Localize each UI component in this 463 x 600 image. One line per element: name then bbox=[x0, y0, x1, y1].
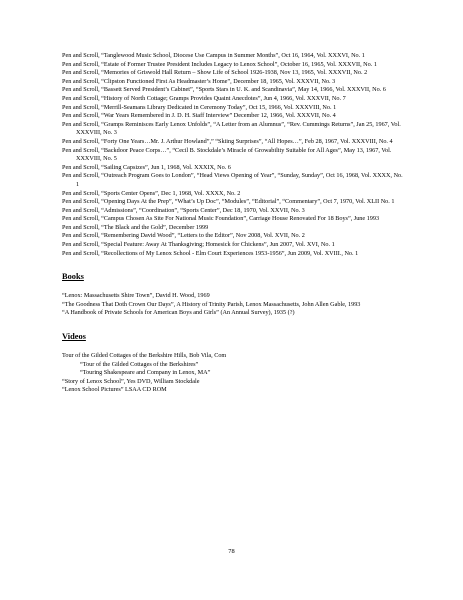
videos-heading: Videos bbox=[62, 332, 86, 342]
list-item: Pen and Scroll, “Estate of Former Trustee President Includes Legacy to Lenox School”, October 16, 1965, Vol. XXXVII, No. 1 bbox=[62, 60, 377, 68]
list-item: Pen and Scroll, “Remembering David Wood”, “Letters to the Editor”, Nov 2008, Vol. XVII, No. 2 bbox=[62, 232, 305, 240]
list-item: Pen and Scroll, “The Black and the Gold”, December 1999 bbox=[62, 223, 209, 231]
page-number: 78 bbox=[228, 548, 235, 555]
list-item: Pen and Scroll, “Campus Chosen As Site For National Music Foundation”, Carriage House Renovated For 18 Boys”, June 1993 bbox=[62, 215, 380, 223]
list-item: Pen and Scroll, “Opening Days At the Prep”, “What’s Up Doc”, “Modules”, “Editorial”, “Commentary”, Oct 7, 1970, Vol. XLII No. 1 bbox=[62, 198, 395, 206]
list-item: Tour of the Gilded Cottages of the Berkshire Hills, Bob Vila, Com bbox=[62, 352, 227, 360]
list-item: Pen and Scroll, “Special Feature: Away At Thanksgiving; Homesick for Chickens”, Jun 2007, Vol. XVI, No. 1 bbox=[62, 241, 335, 249]
pen-and-scroll-list bbox=[62, 52, 407, 258]
list-item: Pen and Scroll, “Forty One Years…Mr. J. Arthur Howland”,” “Skiing Surprises”, “All Hopes…”, Feb 28, 1967, Vol. XXXVIII, No. 4 bbox=[62, 137, 393, 145]
list-item: Pen and Scroll, “Admissions”, “Coordination”, “Sports Center”, Dec 18, 1970, Vol. XXVII, No. 3 bbox=[62, 206, 305, 214]
list-item: “Lenox: Massachusetts Shire Town”, David H. Wood, 1969 bbox=[62, 292, 210, 300]
list-sub-item: “Tour of the Gilded Cottages of the Berkshires” bbox=[80, 360, 199, 368]
list-item: Pen and Scroll, “Clipston Functioned First As Headmaster’s Home”, December 18, 1965, Vol. XXXVII, No. 3 bbox=[62, 77, 336, 85]
bibliography-content bbox=[62, 52, 407, 395]
list-item: Pen and Scroll, “Memories of Griswold Hall Return – Show Life of School 1926-1938, Nov 13, 1965, Vol. XXXVII, No. 2 bbox=[62, 69, 368, 77]
list-item: Pen and Scroll, “History of North Cottage; Gramps Provides Quaint Anecdotes”, Jun 4, 1966, Vol. XXXVII, No. 7 bbox=[62, 94, 346, 102]
list-item: “Story of Lenox School”, Yes DVD, William Stockdale bbox=[62, 377, 200, 385]
list-sub-item: “Touring Shakespeare and Company in Lenox, MA” bbox=[80, 369, 211, 377]
list-item: Pen and Scroll, “Merrill-Seamans Library Dedicated in Ceremony Today”, Oct 15, 1966, Vol. XXXVIII, No. 1 bbox=[62, 103, 337, 111]
list-item: Pen and Scroll, “Gramps Reminisces Early Lenox Unfolds”, “A Letter from an Alumnus”, “Rev. Cummings Returns”, Jan 25, 1967, Vol. XXXVIII, No. 3 bbox=[62, 120, 401, 137]
list-item: Pen and Scroll, “Bassett Served President’s Cabinet”, “Sports Stars in U. K. and Scandinavia”, May 14, 1966, Vol. XXXVII, No. 6 bbox=[62, 86, 386, 94]
list-item: Pen and Scroll, “Tanglewood Music School, Diocese Use Campus in Summer Months”, Oct 16, 1964, Vol. XXXVI, No. 1 bbox=[62, 52, 365, 59]
list-item: Pen and Scroll, “War Years Remembered in J. D. H. Staff Interview” December 12, 1966, Vol. XXXVII, No. 4 bbox=[62, 112, 336, 120]
videos-list bbox=[62, 352, 407, 395]
books-heading: Books bbox=[62, 272, 84, 282]
list-item: “The Goodness That Doth Crown Our Days”, A History of Trinity Parish, Lenox Massachusetts, John Allen Gable, 1993 bbox=[62, 300, 361, 308]
list-item: “A Handbook of Private Schools for American Boys and Girls” (An Annual Survey), 1935 (?) bbox=[62, 309, 295, 317]
list-item: Pen and Scroll, “Sports Center Opens”, Dec 1, 1968, Vol. XXXX, No. 2 bbox=[62, 189, 241, 197]
list-item: Pen and Scroll, “Recollections of My Lenox School - Elm Court Experiences 1953-1956”, Jun 2009, Vol. XVIII., No. 1 bbox=[62, 249, 359, 257]
list-item: Pen and Scroll, “Backdoor Peace Corps…”, “Cecil B. Stockdale’s Miracle of Growability Suitable for All Ages”, May 13, 1967, Vol. XXXVIII, No. 5 bbox=[62, 146, 392, 163]
books-list bbox=[62, 292, 407, 318]
list-item: Pen and Scroll, “Outreach Program Goes to London”, “Head Views Opening of Year”, “Sunday, Sunday”, Oct 16, 1968, Vol. XXXX, No. 1 bbox=[62, 172, 403, 188]
list-item: “Lenox School Pictures” LSAA CD ROM bbox=[62, 386, 167, 394]
list-item: Pen and Scroll, “Sailing Capsizes”, Jun 1, 1968, Vol. XXXIX, No. 6 bbox=[62, 163, 231, 171]
